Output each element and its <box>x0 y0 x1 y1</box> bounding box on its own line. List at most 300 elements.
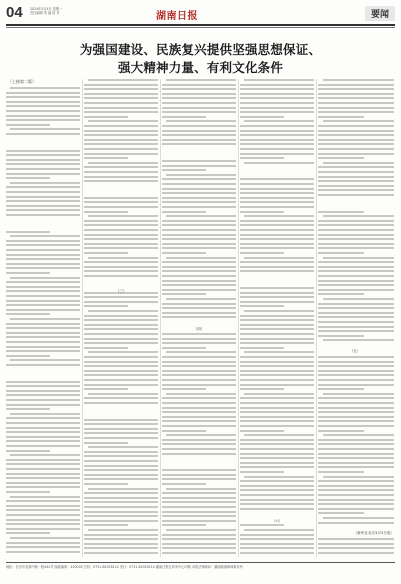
text-line <box>318 547 394 549</box>
text-line <box>240 524 284 526</box>
text-line <box>318 293 364 295</box>
text-line <box>318 448 394 450</box>
text-line <box>84 361 158 363</box>
text-line <box>84 342 158 344</box>
text-line <box>318 388 364 390</box>
text-line <box>244 351 314 353</box>
text-line <box>318 143 394 145</box>
text-line <box>84 328 158 330</box>
text-line <box>318 194 394 196</box>
text-line <box>84 384 158 386</box>
text-line <box>162 416 236 418</box>
text-line <box>318 252 364 254</box>
text-line <box>6 92 80 94</box>
text-line <box>323 476 394 478</box>
text-line <box>84 238 158 240</box>
text-line <box>6 209 80 211</box>
text-line <box>162 430 206 432</box>
text-line <box>84 552 158 554</box>
text-line <box>240 411 314 413</box>
text-line <box>84 506 158 508</box>
text-line <box>318 365 394 367</box>
text-line <box>240 439 314 441</box>
text-line <box>318 471 364 473</box>
text-line <box>84 534 158 536</box>
text-line <box>244 310 314 312</box>
text-line <box>318 330 394 332</box>
text-line <box>240 489 314 491</box>
text-line <box>318 425 394 427</box>
text-line <box>240 292 314 294</box>
text-line <box>84 374 158 376</box>
text-line <box>84 324 158 326</box>
text-line <box>318 153 394 155</box>
text-line <box>318 335 364 337</box>
text-line <box>6 459 80 461</box>
text-line <box>240 356 314 358</box>
text-line <box>318 307 394 309</box>
text-line <box>162 289 236 291</box>
text-line <box>318 522 394 524</box>
text-line <box>162 224 236 226</box>
text-line <box>318 93 394 95</box>
text-line <box>240 402 314 404</box>
text-line <box>88 488 158 490</box>
text-line <box>6 295 80 297</box>
text-line <box>162 211 206 213</box>
text-line <box>162 312 236 314</box>
text-line <box>84 315 158 317</box>
text-line <box>162 534 236 536</box>
text-line <box>6 196 80 198</box>
text-line <box>240 388 284 390</box>
text-line <box>162 342 236 344</box>
text-line <box>318 224 394 226</box>
text-line <box>6 281 80 283</box>
text-line <box>84 402 158 404</box>
text-line <box>84 252 128 254</box>
text-line <box>6 309 80 311</box>
text-line <box>6 468 80 470</box>
text-line <box>318 356 394 358</box>
text-line <box>6 523 80 525</box>
text-line <box>240 462 314 464</box>
text-line <box>10 235 80 237</box>
text-line <box>162 266 236 268</box>
text-line <box>318 148 394 150</box>
text-line <box>318 457 394 459</box>
text-line <box>240 192 314 194</box>
text-line <box>318 370 394 372</box>
text-line <box>240 188 314 190</box>
text-line <box>84 379 158 381</box>
text-line <box>6 542 80 544</box>
text-line <box>162 107 236 109</box>
text-line <box>162 439 236 441</box>
text-line <box>162 116 206 118</box>
text-line <box>240 107 314 109</box>
text-line <box>240 211 284 213</box>
headline-line-2: 强大精神力量、有利文化条件 <box>117 60 284 75</box>
text-line <box>240 347 284 349</box>
text-line <box>84 243 158 245</box>
text-line <box>318 462 394 464</box>
text-line <box>84 501 158 503</box>
text-line <box>84 483 128 485</box>
text-line <box>162 303 236 305</box>
text-line <box>6 272 50 274</box>
text-line <box>166 174 236 176</box>
text-line <box>84 465 158 467</box>
text-line <box>6 404 80 406</box>
text-line <box>240 319 314 321</box>
text-line <box>6 346 80 348</box>
text-line <box>318 321 394 323</box>
text-line <box>6 150 80 152</box>
text-line <box>6 394 80 396</box>
text-line <box>318 238 394 240</box>
text-line <box>162 197 236 199</box>
text-line <box>318 453 394 455</box>
text-line <box>6 323 80 325</box>
text-line <box>84 305 128 307</box>
text-line <box>318 439 394 441</box>
text-line <box>10 413 80 415</box>
text-line <box>318 270 394 272</box>
text-line <box>240 499 314 501</box>
text-line <box>10 359 80 361</box>
text-line <box>10 318 80 320</box>
text-line <box>84 261 158 263</box>
text-line <box>240 365 314 367</box>
text-line <box>6 119 80 121</box>
text-line <box>323 298 394 300</box>
text-line <box>84 134 158 136</box>
text-line <box>6 463 80 465</box>
text-line <box>318 312 394 314</box>
text-line <box>88 529 158 531</box>
text-line <box>323 79 394 81</box>
text-line <box>240 97 314 99</box>
text-line <box>318 247 394 249</box>
text-line <box>318 361 394 363</box>
text-line <box>318 552 394 554</box>
text-line <box>84 125 158 127</box>
text-line <box>318 499 394 501</box>
text-column-3 <box>162 79 236 559</box>
text-line <box>84 460 158 462</box>
text-line <box>240 508 314 510</box>
text-line <box>10 496 80 498</box>
text-line <box>162 492 236 494</box>
text-line <box>162 379 236 381</box>
text-line <box>84 220 158 222</box>
text-line <box>240 430 284 432</box>
text-line <box>10 277 80 279</box>
text-line <box>244 476 314 478</box>
text-line <box>88 393 158 395</box>
text-line <box>240 143 314 145</box>
text-line <box>84 432 158 434</box>
text-line <box>318 97 394 99</box>
text-line <box>84 333 158 335</box>
text-column-5 <box>318 79 394 559</box>
text-line <box>84 347 128 349</box>
text-line <box>244 215 314 217</box>
text-line <box>6 546 80 548</box>
text-line <box>318 443 394 445</box>
text-line <box>162 178 236 180</box>
text-line <box>162 483 206 485</box>
text-line <box>240 471 284 473</box>
text-line <box>162 160 236 162</box>
section-label: 要闻 <box>365 6 395 21</box>
text-line <box>318 480 394 482</box>
text-line <box>10 87 80 89</box>
text-line <box>6 96 80 98</box>
text-line <box>162 453 236 455</box>
text-line <box>318 485 394 487</box>
text-line <box>166 393 236 395</box>
text-line <box>318 384 394 386</box>
text-line <box>162 93 236 95</box>
text-line <box>6 313 50 315</box>
text-line <box>6 336 80 338</box>
text-line <box>6 408 50 410</box>
text-line <box>84 515 158 517</box>
text-line <box>318 139 394 141</box>
text-line <box>162 275 236 277</box>
text-line <box>162 270 236 272</box>
text-line <box>162 220 236 222</box>
text-line <box>162 252 206 254</box>
text-column-2 <box>84 79 158 559</box>
text-line <box>240 247 314 249</box>
text-line <box>162 361 236 363</box>
text-line <box>323 339 394 341</box>
date-line-2: 责任编辑 美 编 校 对 <box>30 11 60 15</box>
text-line <box>240 234 314 236</box>
text-line <box>240 125 314 127</box>
text-column-1 <box>6 79 80 559</box>
text-line <box>6 482 80 484</box>
text-line <box>240 130 314 132</box>
text-line <box>162 88 236 90</box>
text-line <box>6 399 80 401</box>
text-line <box>84 211 128 213</box>
text-line <box>6 300 80 302</box>
text-line <box>240 201 314 203</box>
text-line <box>84 88 158 90</box>
text-line <box>84 428 158 430</box>
text-line <box>318 157 364 159</box>
text-line <box>84 176 158 178</box>
text-line <box>84 356 158 358</box>
text-line <box>162 134 236 136</box>
text-line <box>318 275 394 277</box>
text-line <box>6 200 80 202</box>
text-line <box>166 488 236 490</box>
text-line <box>318 130 394 132</box>
text-line <box>318 229 394 231</box>
text-line <box>84 97 158 99</box>
text-line <box>318 171 394 173</box>
text-line <box>162 333 236 335</box>
text-line <box>162 543 236 545</box>
text-line <box>240 443 314 445</box>
text-line <box>240 457 314 459</box>
subhead: （四） <box>193 327 205 331</box>
footer-rule <box>6 562 395 563</box>
text-line <box>162 511 236 513</box>
text-line <box>318 102 394 104</box>
text-line <box>6 486 80 488</box>
text-line <box>88 120 158 122</box>
text-line <box>162 143 236 145</box>
page-number: 04 <box>6 4 23 21</box>
text-line <box>6 440 80 442</box>
text-line <box>6 519 80 521</box>
text-line <box>84 370 158 372</box>
text-line <box>84 157 128 159</box>
text-line <box>244 162 314 164</box>
text-line <box>244 393 314 395</box>
text-line <box>318 134 394 136</box>
text-line <box>84 107 158 109</box>
text-line <box>6 551 80 553</box>
text-line <box>318 489 394 491</box>
text-line <box>240 220 314 222</box>
text-line <box>240 93 314 95</box>
date-line-1: 2024年3月4日 星期一 <box>30 7 63 11</box>
text-line <box>6 509 80 511</box>
text-line <box>240 301 314 303</box>
text-line <box>240 494 314 496</box>
text-line <box>166 257 236 259</box>
text-line <box>6 267 80 269</box>
text-line <box>162 188 236 190</box>
text-line <box>88 215 158 217</box>
text-line <box>162 497 236 499</box>
text-line <box>162 552 236 554</box>
text-line <box>84 442 128 444</box>
text-line <box>323 393 394 395</box>
text-line <box>84 153 158 155</box>
text-line <box>84 102 158 104</box>
text-line <box>6 436 80 438</box>
text-line <box>240 420 314 422</box>
newspaper-logo: 湖南日报 <box>156 11 198 22</box>
text-line <box>240 134 314 136</box>
text-line <box>84 338 158 340</box>
text-line <box>84 469 158 471</box>
text-line <box>6 240 80 242</box>
text-line <box>84 474 158 476</box>
text-line <box>162 506 236 508</box>
text-line <box>162 515 236 517</box>
text-line <box>240 153 314 155</box>
text-line <box>6 263 80 265</box>
text-line <box>6 327 80 329</box>
text-line <box>318 280 394 282</box>
text-line <box>6 214 80 216</box>
text-line <box>6 186 80 188</box>
text-line <box>84 388 128 390</box>
text-line <box>84 148 158 150</box>
text-line <box>240 328 314 330</box>
text-line <box>323 517 394 519</box>
text-line <box>88 310 158 312</box>
text-line <box>84 419 158 421</box>
text-line <box>84 84 158 86</box>
text-line <box>6 177 50 179</box>
text-line <box>318 243 394 245</box>
text-line <box>162 402 236 404</box>
text-line <box>6 422 80 424</box>
headline <box>6 41 395 76</box>
text-line <box>88 351 158 353</box>
text-line <box>6 427 80 429</box>
text-line <box>240 111 314 113</box>
text-line <box>244 120 314 122</box>
text-line <box>84 437 158 439</box>
text-line <box>244 257 314 259</box>
text-line <box>240 407 314 409</box>
text-line <box>162 501 236 503</box>
text-line <box>162 407 236 409</box>
text-line <box>84 543 158 545</box>
text-line <box>162 370 236 372</box>
text-line <box>240 425 314 427</box>
text-line <box>240 305 284 307</box>
text-line <box>84 197 158 199</box>
text-line <box>6 244 80 246</box>
text-line <box>162 469 236 471</box>
text-line <box>162 247 236 249</box>
text-line <box>318 220 394 222</box>
text-line <box>6 173 80 175</box>
text-line <box>240 183 314 185</box>
text-line <box>240 148 314 150</box>
text-line <box>6 431 80 433</box>
subhead: （三） <box>115 289 127 293</box>
text-line <box>84 524 128 526</box>
text-line <box>240 416 314 418</box>
text-line <box>162 165 236 167</box>
text-line <box>84 455 158 457</box>
text-line <box>244 434 314 436</box>
text-line <box>240 324 314 326</box>
text-line <box>84 234 158 236</box>
text-line <box>162 448 236 450</box>
text-line <box>6 191 80 193</box>
masthead <box>6 4 395 22</box>
text-line <box>318 166 394 168</box>
text-line <box>244 79 314 81</box>
text-line <box>6 124 50 126</box>
article-body <box>6 79 395 559</box>
text-line <box>162 234 236 236</box>
text-line <box>318 261 394 263</box>
text-line <box>162 384 236 386</box>
text-line <box>240 370 314 372</box>
text-line <box>240 338 314 340</box>
text-line <box>84 180 158 182</box>
text-line <box>318 125 394 127</box>
text-line <box>84 270 158 272</box>
text-line <box>162 243 236 245</box>
text-line <box>84 451 158 453</box>
